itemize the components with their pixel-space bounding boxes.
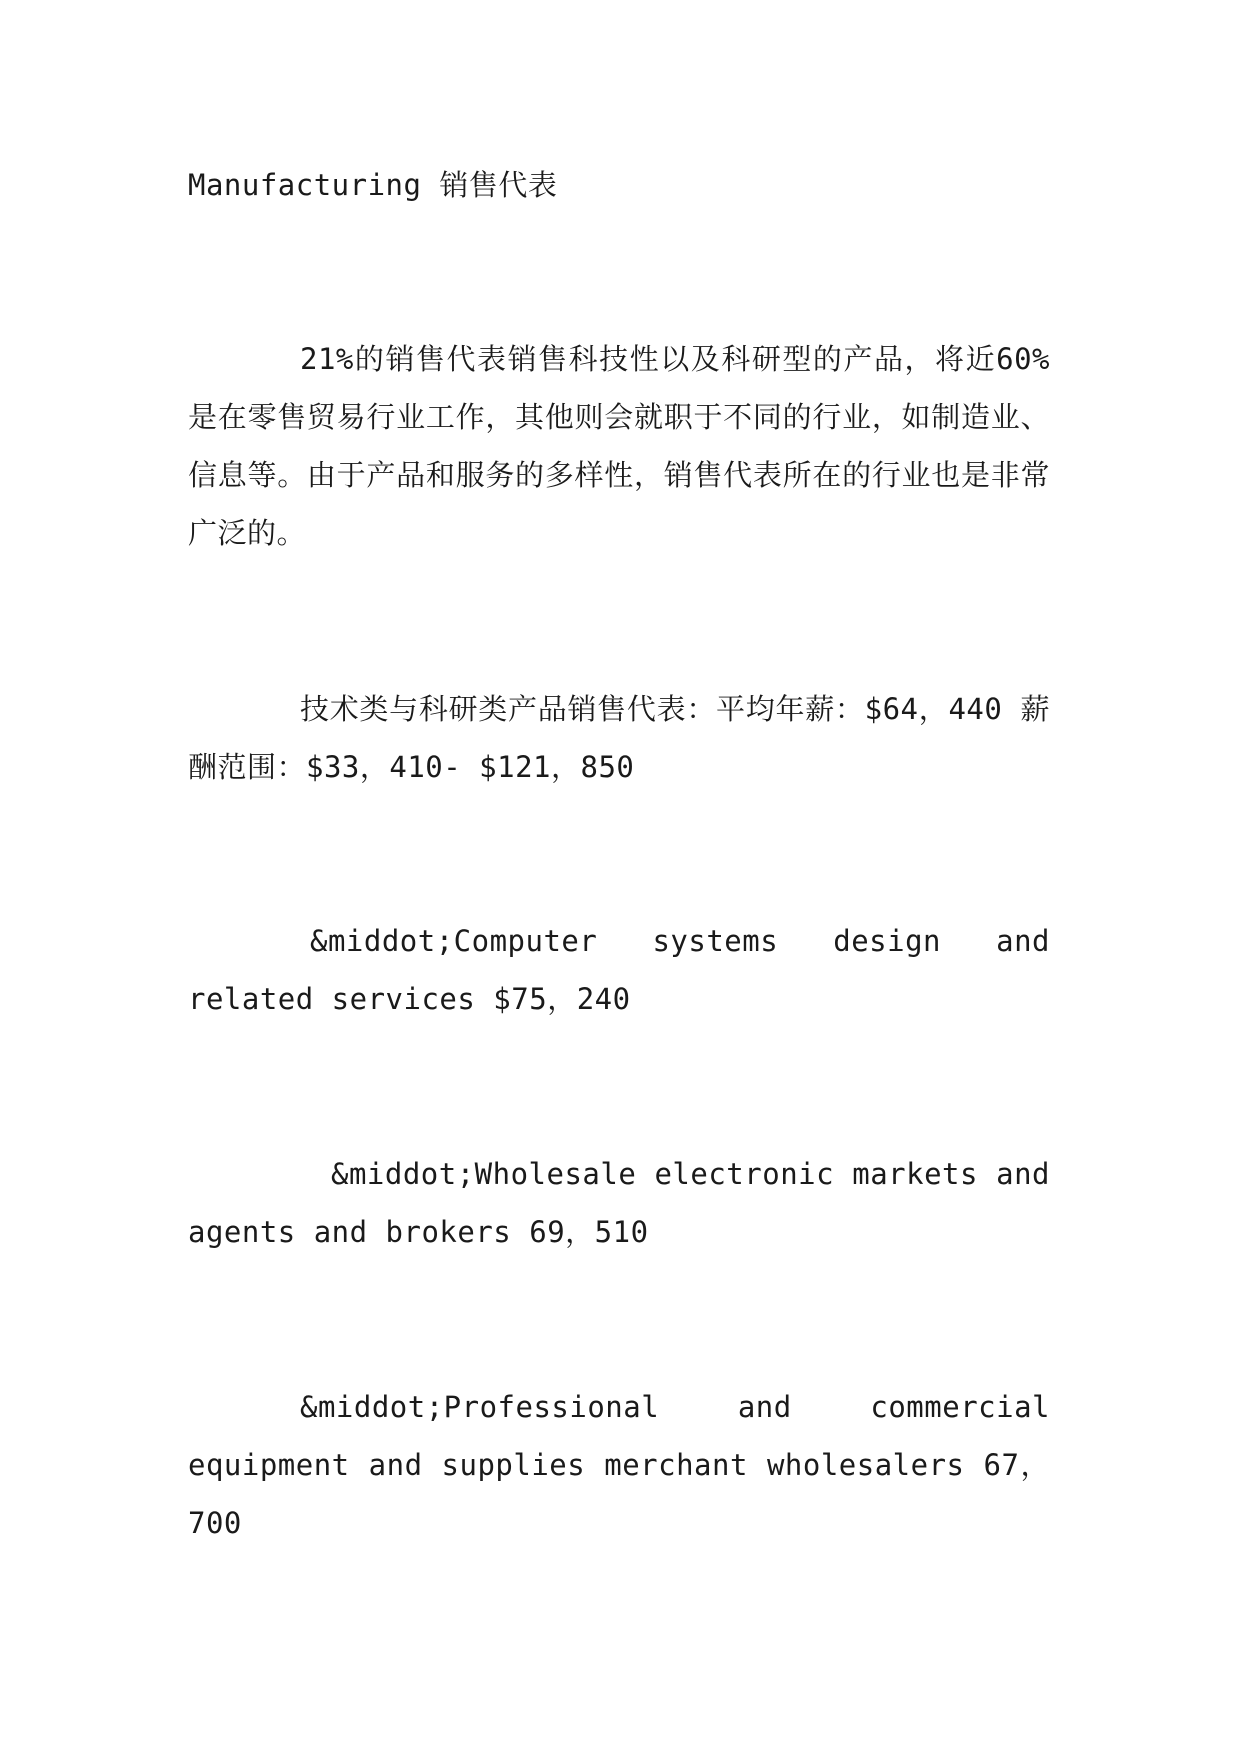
document-heading: Manufacturing 销售代表 [188,168,558,202]
paragraph-industry-distribution: 21%的销售代表销售科技性以及科研型的产品，将近60%是在零售贸易行业工作，其他则会就职于不同的行业，如制造业、信息等。由于产品和服务的多样性，销售代表所在的行业也是非常广泛的。 [188,342,1050,550]
paragraph-wholesale-electronic-salary: &middot;Wholesale electronic markets and agents and brokers 69，510 [188,1157,1050,1249]
paragraph-salary-summary: 技术类与科研类产品销售代表：平均年薪：$64，440 薪酬范围：$33，410- $121，850 [188,692,1050,784]
paragraph-computer-systems-salary: &middot;Computer systems design and related services $75，240 [188,924,1050,1016]
paragraph-professional-equipment-salary: &middot;Professional and commercial equipment and supplies merchant wholesalers 67，700 [188,1390,1050,1540]
